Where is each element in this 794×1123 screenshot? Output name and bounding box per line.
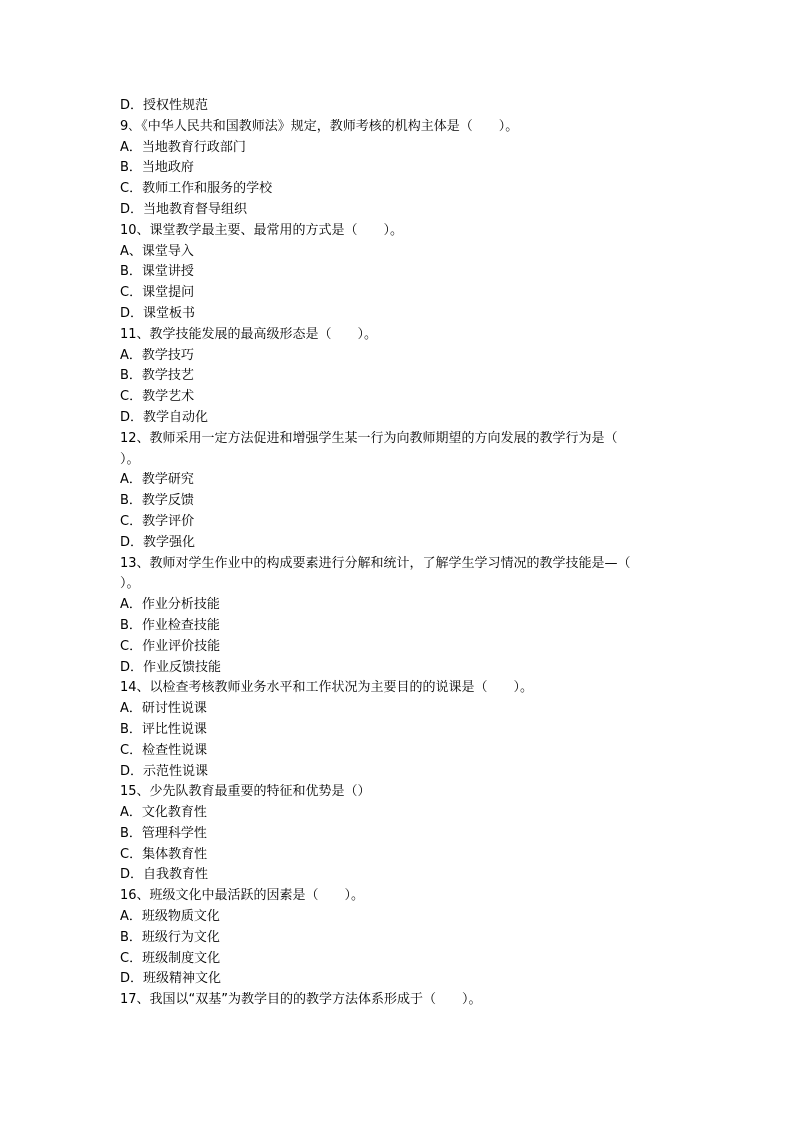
option-11-c: C．教学艺术 bbox=[120, 389, 195, 405]
question-14: 14、以检查考核教师业务水平和工作状况为主要目的的说课是（ ）。 bbox=[120, 680, 534, 696]
question-15: 15、少先队教育最重要的特征和优势是（） bbox=[120, 784, 371, 800]
option-8-d: D．授权性规范 bbox=[120, 98, 209, 113]
option-12-b: B．教学反馈 bbox=[120, 493, 194, 509]
option-11-b: B．教学技艺 bbox=[120, 368, 194, 384]
option-10-c: C．课堂提问 bbox=[120, 285, 195, 301]
option-13-a: A．作业分析技能 bbox=[120, 597, 220, 613]
question-12: 12、教师采用一定方法促进和增强学生某一行为向教师期望的方向发展的教学行为是（ bbox=[120, 430, 618, 446]
option-12-d: D．教学强化 bbox=[120, 534, 196, 550]
question-16: 16、班级文化中最活跃的因素是（ ）。 bbox=[120, 888, 365, 904]
option-15-d: D．自我教育性 bbox=[120, 867, 209, 883]
option-9-a: A．当地教育行政部门 bbox=[120, 139, 246, 155]
option-10-d: D．课堂板书 bbox=[120, 305, 196, 321]
option-9-c: C．教师工作和服务的学校 bbox=[120, 181, 273, 197]
option-11-a: A．教学技巧 bbox=[120, 347, 194, 363]
question-12-continued: ）。 bbox=[120, 451, 140, 467]
option-9-b: B．当地政府 bbox=[120, 160, 194, 176]
option-15-a: A．文化教育性 bbox=[120, 805, 207, 821]
question-11: 11、教学技能发展的最高级形态是（ ）。 bbox=[120, 326, 378, 342]
option-10-b: B．课堂讲授 bbox=[120, 264, 194, 280]
option-11-d: D．教学自动化 bbox=[120, 409, 209, 425]
option-13-d: D．作业反馈技能 bbox=[120, 659, 222, 675]
option-14-b: B．评比性说课 bbox=[120, 721, 207, 737]
option-9-d: D．当地教育督导组织 bbox=[120, 201, 248, 217]
option-10-a: A、课堂导入 bbox=[120, 243, 194, 259]
option-13-c: C．作业评价技能 bbox=[120, 638, 221, 654]
option-14-a: A．研讨性说课 bbox=[120, 701, 207, 717]
option-15-b: B．管理科学性 bbox=[120, 825, 207, 841]
question-9: 9､《中华人民共和国教师法》规定，教师考核的机构主体是（ ）。 bbox=[120, 118, 519, 134]
option-14-d: D．示范性说课 bbox=[120, 763, 209, 779]
option-16-a: A．班级物质文化 bbox=[120, 909, 220, 925]
option-16-c: C．班级制度文化 bbox=[120, 950, 221, 966]
question-17: 17、我国以“双基”为教学目的的教学方法体系形成于（ ）。 bbox=[120, 992, 482, 1008]
question-13: 13、教师对学生作业中的构成要素进行分解和统计，了解学生学习情况的教学技能是—（ bbox=[120, 555, 631, 571]
option-15-c: C．集体教育性 bbox=[120, 846, 208, 862]
question-13-continued: ）。 bbox=[120, 576, 140, 592]
option-16-d: D．班级精神文化 bbox=[120, 971, 222, 987]
option-13-b: B．作业检查技能 bbox=[120, 617, 220, 633]
question-10: 10、课堂教学最主要、最常用的方式是（ ）。 bbox=[120, 222, 404, 238]
option-16-b: B．班级行为文化 bbox=[120, 929, 220, 945]
option-12-a: A．教学研究 bbox=[120, 472, 194, 488]
option-12-c: C．教学评价 bbox=[120, 513, 195, 529]
question-list bbox=[120, 96, 680, 1011]
option-14-c: C．检查性说课 bbox=[120, 742, 208, 758]
